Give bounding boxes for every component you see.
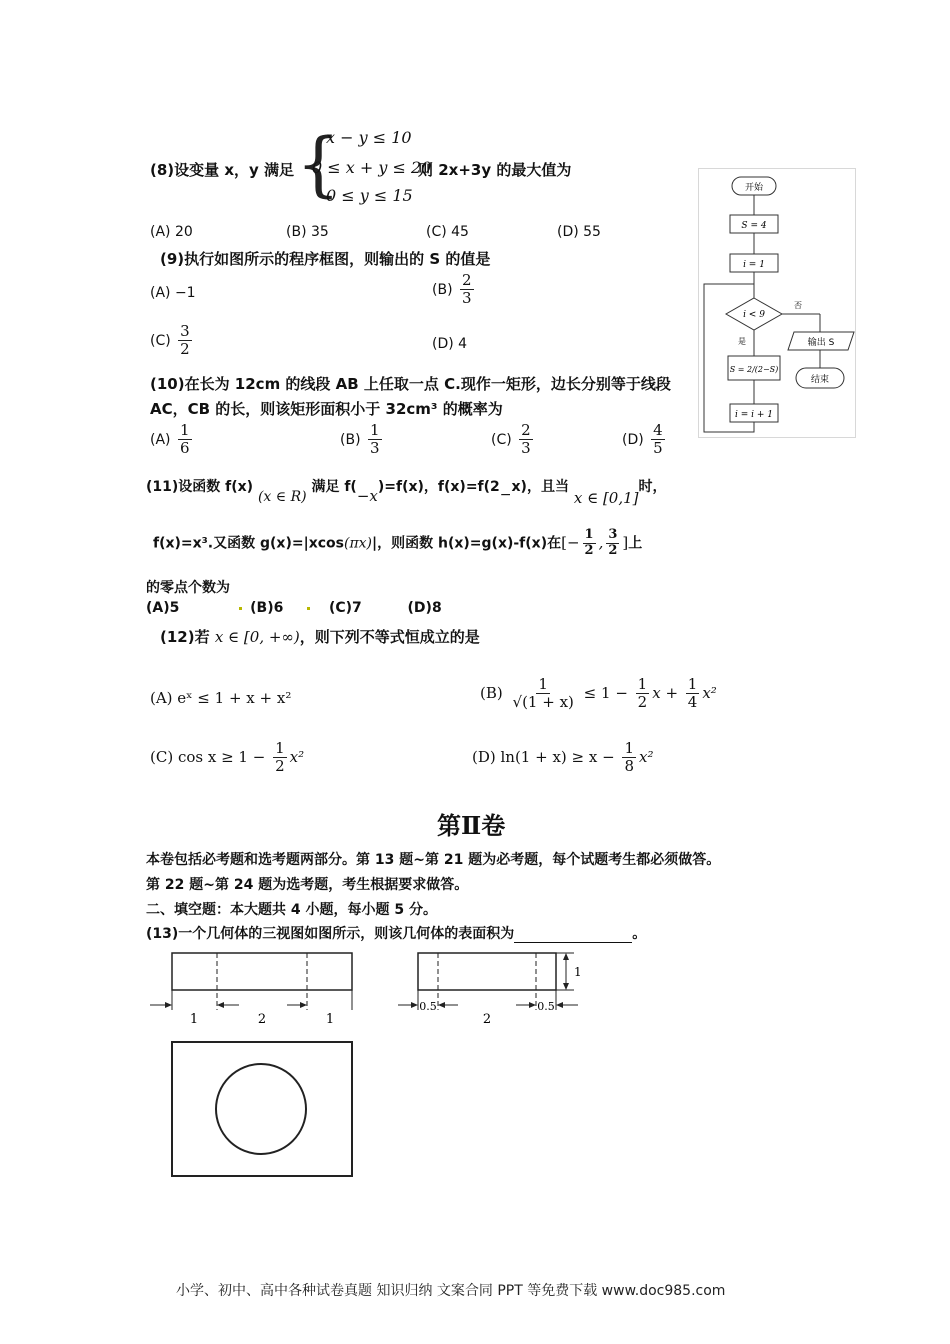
q12-b-fraction-2 <box>686 676 700 712</box>
q11-part-2: 满足 f( <box>311 479 357 495</box>
q12-b-den: √(1 + x) <box>512 693 574 712</box>
q12-d-fraction <box>622 740 636 776</box>
q11-option-a: (A)5 <box>146 600 180 616</box>
q11-interval-left-fraction <box>583 528 596 559</box>
flowchart-condition-text: i < 9 <box>743 310 765 320</box>
q12-d-den: 8 <box>624 757 634 776</box>
q12-option-c-label: (C) cos x ≥ 1 − <box>150 747 266 766</box>
flowchart-start-text: 开始 <box>744 183 764 193</box>
q12-stem-post: ，则下列不等式恒成立的是 <box>299 628 480 646</box>
q12-stem-pre: (12)若 <box>160 628 210 646</box>
flowchart-increment-text: i = i + 1 <box>734 410 774 420</box>
q8-label: (8)设变量 x，y 满足 <box>150 161 295 179</box>
mark-dot <box>239 607 242 610</box>
q10-d-num: 4 <box>653 421 663 439</box>
side-dim-1: 0.5 <box>419 1000 437 1013</box>
q10-option-b <box>340 422 385 458</box>
q10-option-a-fraction <box>178 422 192 458</box>
q9-stem: (9)执行如图所示的程序框图，则输出的 S 的值是 <box>160 250 491 268</box>
q12-option-d-label: (D) ln(1 + x) ≥ x − <box>472 747 615 766</box>
q10-b-num: 1 <box>369 421 380 439</box>
q9-option-c-fraction <box>178 323 192 359</box>
q9-option-b-fraction <box>460 272 474 308</box>
q9-option-a: (A) −1 <box>150 285 196 301</box>
q11-part-4: x)，且当 <box>511 479 569 495</box>
q10-option-c <box>491 422 536 458</box>
q8-tail: 则 2x+3y 的最大值为 <box>418 161 572 179</box>
front-view-rect <box>172 953 352 990</box>
q11-part-1: (11)设函数 f(x) <box>146 479 254 495</box>
q11-part-5: 时， <box>638 479 667 495</box>
q11-option-b: (B)6 <box>250 600 284 616</box>
q11-right-den: 2 <box>608 542 618 558</box>
q12-b-main-fraction <box>511 676 576 712</box>
part-2-intro-1: 本卷包括必考题和选考题两部分。第 13 题~第 21 题为必考题，每个试题考生都必须做答。 <box>146 852 721 868</box>
q10-c-den: 3 <box>521 439 531 458</box>
q8-constraint-1: x − y ≤ 10 <box>326 128 412 147</box>
q9-c-num: 3 <box>180 322 190 340</box>
q10-a-num: 1 <box>179 421 190 439</box>
page-footer: 小学、初中、高中各种试卷真题 知识归纳 文案合同 PPT 等免费下载 www.doc985.com <box>176 1283 726 1299</box>
flowchart-i-init-text: i = 1 <box>743 260 765 270</box>
q10-line-1: (10)在长为 12cm 的线段 AB 上任取一点 C.现作一矩形，边长分别等于线段 <box>150 375 671 393</box>
q11-interval-close: ] <box>622 533 629 552</box>
q11-interval: x ∈ [0,1] <box>573 489 639 507</box>
q8-option-a: (A) 20 <box>150 224 193 240</box>
q9-option-c-label: (C) <box>150 332 171 349</box>
side-view-rect <box>418 953 556 990</box>
q10-option-b-label: (B) <box>340 431 361 448</box>
q11-part-3: )=f(x)，f(x)=f(2 <box>377 479 500 495</box>
q11-right-num: 3 <box>608 527 618 542</box>
q10-option-a <box>150 422 195 458</box>
q11-pi-x: (πx) <box>343 535 373 552</box>
q12-stem <box>160 626 480 647</box>
q12-b-rest-1: ≤ 1 − <box>583 683 628 702</box>
q10-c-num: 2 <box>521 421 531 439</box>
flowchart-yes-label: 是 <box>738 337 746 346</box>
top-view-circle <box>216 1064 306 1154</box>
q8-brace: { <box>296 123 341 205</box>
q12-option-b-label: (B) <box>480 683 503 702</box>
flowchart-output-text: 输出 S <box>807 338 835 348</box>
part-2-intro-2: 第 22 题~第 24 题为选考题，考生根据要求做答。 <box>146 877 469 893</box>
q11-options <box>146 600 442 616</box>
q13-stem-post: 。 <box>632 926 647 942</box>
q8-option-d: (D) 55 <box>557 224 601 240</box>
q12-b-rest-3: x² <box>702 683 717 702</box>
flowchart-end-text: 结束 <box>810 375 830 385</box>
front-dim-2: 2 <box>257 1012 267 1023</box>
q11-left-den: 2 <box>584 542 594 558</box>
q10-option-c-label: (C) <box>491 431 512 448</box>
q11-line-3: 的零点个数为 <box>146 580 230 596</box>
q10-a-den: 6 <box>179 439 190 458</box>
q12-c-rest: x² <box>289 747 305 766</box>
q12-b-f2-num: 1 <box>687 675 698 693</box>
q11-domain: (x ∈ R) <box>257 489 307 505</box>
dim-arrow-head <box>300 1002 307 1008</box>
flowchart-no-label: 否 <box>794 301 802 310</box>
q11-interval-right-fraction <box>606 528 619 559</box>
q9-option-b <box>432 272 477 308</box>
dim-arrow-head <box>563 953 569 960</box>
q11-neg-x: −x <box>356 487 378 505</box>
q11-line-2a: f(x)=x³.又函数 g(x)=|xcos <box>153 535 344 552</box>
q8-option-b: (B) 35 <box>286 224 329 240</box>
dim-arrow-head <box>165 1002 172 1008</box>
q12-b-f1-num: 1 <box>637 675 648 693</box>
top-view <box>170 1040 356 1180</box>
q12-stem-math: x ∈ [0, +∞) <box>214 628 300 646</box>
q12-option-a: (A) eˣ ≤ 1 + x + x² <box>150 689 292 707</box>
side-dim-3: 0.5 <box>537 1000 555 1013</box>
flowchart-assign-text: S = 2/(2−S) <box>729 365 779 374</box>
mark-dot <box>307 607 310 610</box>
flowchart-frame <box>699 169 856 438</box>
q12-d-num: 1 <box>624 739 634 757</box>
q10-option-a-label: (A) <box>150 431 171 448</box>
q12-option-d <box>472 740 653 776</box>
q9-c-den: 2 <box>180 340 190 359</box>
dim-arrow-head <box>438 1002 445 1008</box>
side-view <box>396 948 582 1023</box>
program-flowchart <box>698 168 856 438</box>
q9-b-den: 3 <box>461 289 472 308</box>
q10-option-d-label: (D) <box>622 431 644 448</box>
q11-option-c: (C)7 <box>328 600 362 616</box>
q8-constraint-3: 0 ≤ y ≤ 15 <box>326 186 413 205</box>
q11-line-2b: |，则函数 h(x)=g(x)-f(x)在 <box>372 535 562 552</box>
q12-b-rest-2: x + <box>652 683 679 702</box>
dim-arrow-head <box>563 983 569 990</box>
dim-arrow-head <box>411 1002 418 1008</box>
q11-line-2: f(x)=x³.又函数 g(x)=|xcos(πx)|，则函数 h(x)=g(x)-f(x)在[− $\frac{1}{2}$ , $\frac{3}{2}$ ]上 <box>153 527 643 558</box>
q12-b-f2-den: 4 <box>687 693 698 712</box>
q12-d-rest: x² <box>639 747 654 766</box>
q12-c-fraction <box>273 740 287 776</box>
section-heading: 二、填空题：本大题共 4 小题，每小题 5 分。 <box>146 902 437 918</box>
q9-b-num: 2 <box>461 271 472 289</box>
front-dim-1: 1 <box>189 1012 199 1023</box>
q11-minus: − <box>499 487 512 503</box>
q10-option-d <box>622 422 668 458</box>
q11-interval-open: [− <box>561 533 580 552</box>
q12-option-b <box>480 676 717 712</box>
front-dim-3: 1 <box>325 1012 335 1023</box>
side-dim-2: 2 <box>482 1012 492 1023</box>
q12-b-num: 1 <box>538 675 548 693</box>
dim-arrow-head <box>529 1002 536 1008</box>
q11-line-1 <box>146 476 667 507</box>
top-view-rect <box>172 1042 352 1176</box>
q9-option-d: (D) 4 <box>432 336 468 352</box>
q12-option-c <box>150 740 304 776</box>
q8-constraint-2: 0 ≤ x + y ≤ 20 <box>312 158 432 177</box>
q12-c-num: 1 <box>275 739 285 757</box>
q8-option-c: (C) 45 <box>426 224 469 240</box>
q11-left-num: 1 <box>584 527 594 542</box>
q13-stem <box>146 923 646 943</box>
side-height-dim: 1 <box>574 965 582 979</box>
q9-option-c <box>150 323 195 359</box>
q8-stem <box>150 159 294 180</box>
q11-line-2c: 上 <box>628 535 643 552</box>
flowchart-s-init-text: S = 4 <box>741 221 767 231</box>
q12-b-f1-den: 2 <box>637 693 648 712</box>
front-view <box>146 948 360 1023</box>
q10-b-den: 3 <box>369 439 380 458</box>
part-2-title: 第Ⅱ卷 <box>437 811 506 840</box>
q11-option-d: (D)8 <box>407 600 442 616</box>
q13-answer-blank <box>514 928 632 943</box>
q10-d-den: 5 <box>653 439 663 458</box>
dim-arrow-head <box>556 1002 563 1008</box>
dim-arrow-head <box>217 1002 224 1008</box>
q10-option-b-fraction <box>368 422 382 458</box>
q13-stem-pre: (13)一个几何体的三视图如图所示，则该几何体的表面积为 <box>146 926 515 942</box>
q10-option-c-fraction <box>519 422 533 458</box>
q12-c-den: 2 <box>275 757 285 776</box>
q10-option-d-fraction <box>651 422 665 458</box>
q12-b-fraction-1 <box>636 676 650 712</box>
q10-line-2: AC，CB 的长，则该矩形面积小于 32cm³ 的概率为 <box>150 400 503 418</box>
q9-option-b-label: (B) <box>432 281 453 298</box>
